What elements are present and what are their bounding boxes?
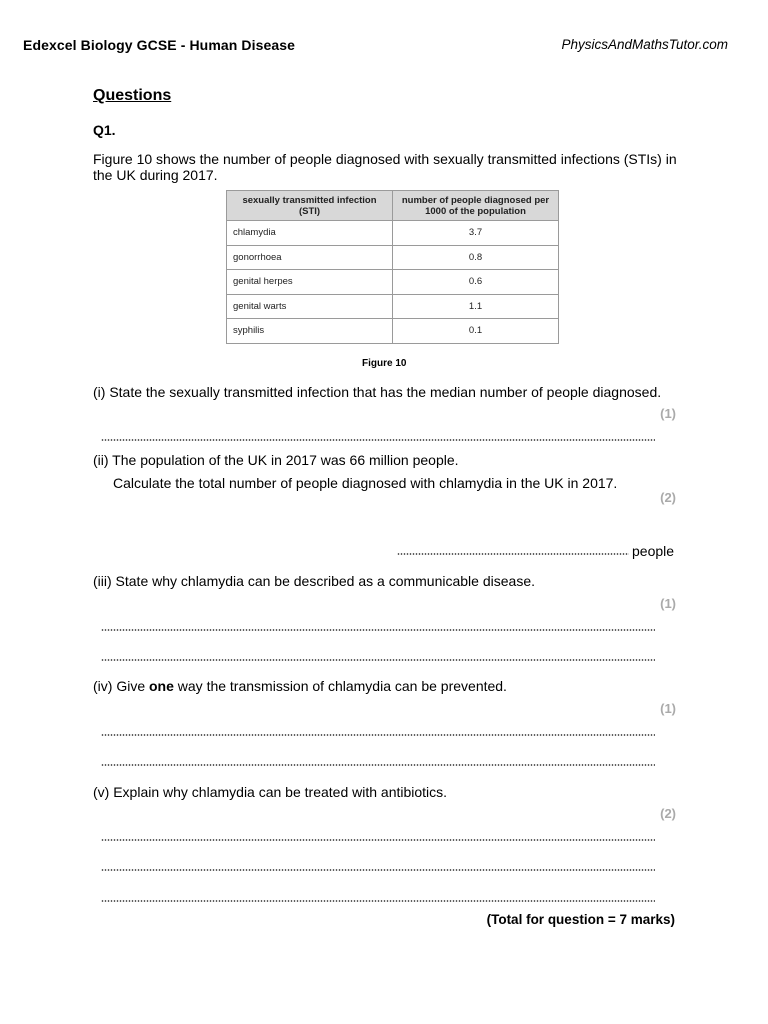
- answer-line[interactable]: [101, 734, 655, 736]
- table-cell-value: 0.8: [393, 245, 559, 270]
- table-row: [227, 294, 559, 319]
- answer-line[interactable]: [101, 629, 655, 631]
- part-iv-text-after: way the transmission of chlamydia can be prevented.: [173, 678, 507, 694]
- answer-line[interactable]: [101, 659, 655, 661]
- section-heading: Questions: [93, 87, 172, 104]
- part-v-text: (v) Explain why chlamydia can be treated with antibiotics.: [93, 784, 448, 800]
- table-header-count: number of people diagnosed per 1000 of the population: [393, 191, 559, 221]
- part-iv-text-before: (iv) Give: [93, 678, 149, 694]
- table-cell-sti: syphilis: [227, 319, 393, 344]
- sti-table: [226, 190, 559, 344]
- answer-line[interactable]: [101, 869, 655, 871]
- question-number: Q1.: [93, 122, 116, 138]
- table-cell-sti: gonorrhoea: [227, 245, 393, 270]
- part-iii-marks: (1): [660, 596, 676, 611]
- total-marks: (Total for question = 7 marks): [486, 912, 675, 927]
- table-cell-value: 0.1: [393, 319, 559, 344]
- table-cell-sti: genital herpes: [227, 270, 393, 295]
- table-row: [227, 245, 559, 270]
- part-ii-marks: (2): [660, 490, 676, 505]
- answer-line[interactable]: [397, 553, 629, 555]
- header-site: PhysicsAndMathsTutor.com: [561, 37, 728, 52]
- part-ii-unit: people: [632, 543, 675, 559]
- table-row: [227, 319, 559, 344]
- header-title: Edexcel Biology GCSE - Human Disease: [23, 37, 296, 53]
- question-intro: Figure 10 shows the number of people diagnosed with sexually transmitted infections (STIs) in the UK during 2017.: [93, 151, 677, 183]
- part-iv-text-bold: one: [149, 678, 174, 694]
- table-cell-sti: genital warts: [227, 294, 393, 319]
- part-iv-text: [93, 678, 507, 694]
- part-ii-text: (ii) The population of the UK in 2017 was 66 million people.: [93, 452, 459, 468]
- figure-caption: Figure 10: [362, 358, 407, 369]
- answer-line[interactable]: [101, 439, 655, 441]
- table-header-sti: sexually transmitted infection (STI): [227, 191, 393, 221]
- table-row: [227, 270, 559, 295]
- table-row: [227, 221, 559, 246]
- part-iv-marks: (1): [660, 701, 676, 716]
- part-i-text: (i) State the sexually transmitted infection that has the median number of people diagnosed.: [93, 384, 662, 400]
- answer-line[interactable]: [101, 900, 655, 902]
- answer-line[interactable]: [101, 839, 655, 841]
- part-ii-text-2: Calculate the total number of people diagnosed with chlamydia in the UK in 2017.: [113, 475, 618, 491]
- part-iii-text: (iii) State why chlamydia can be described as a communicable disease.: [93, 573, 535, 589]
- part-v-marks: (2): [660, 806, 676, 821]
- table-cell-sti: chlamydia: [227, 221, 393, 246]
- table-cell-value: 3.7: [393, 221, 559, 246]
- part-i-marks: (1): [660, 406, 676, 421]
- table-cell-value: 1.1: [393, 294, 559, 319]
- table-cell-value: 0.6: [393, 270, 559, 295]
- answer-line[interactable]: [101, 764, 655, 766]
